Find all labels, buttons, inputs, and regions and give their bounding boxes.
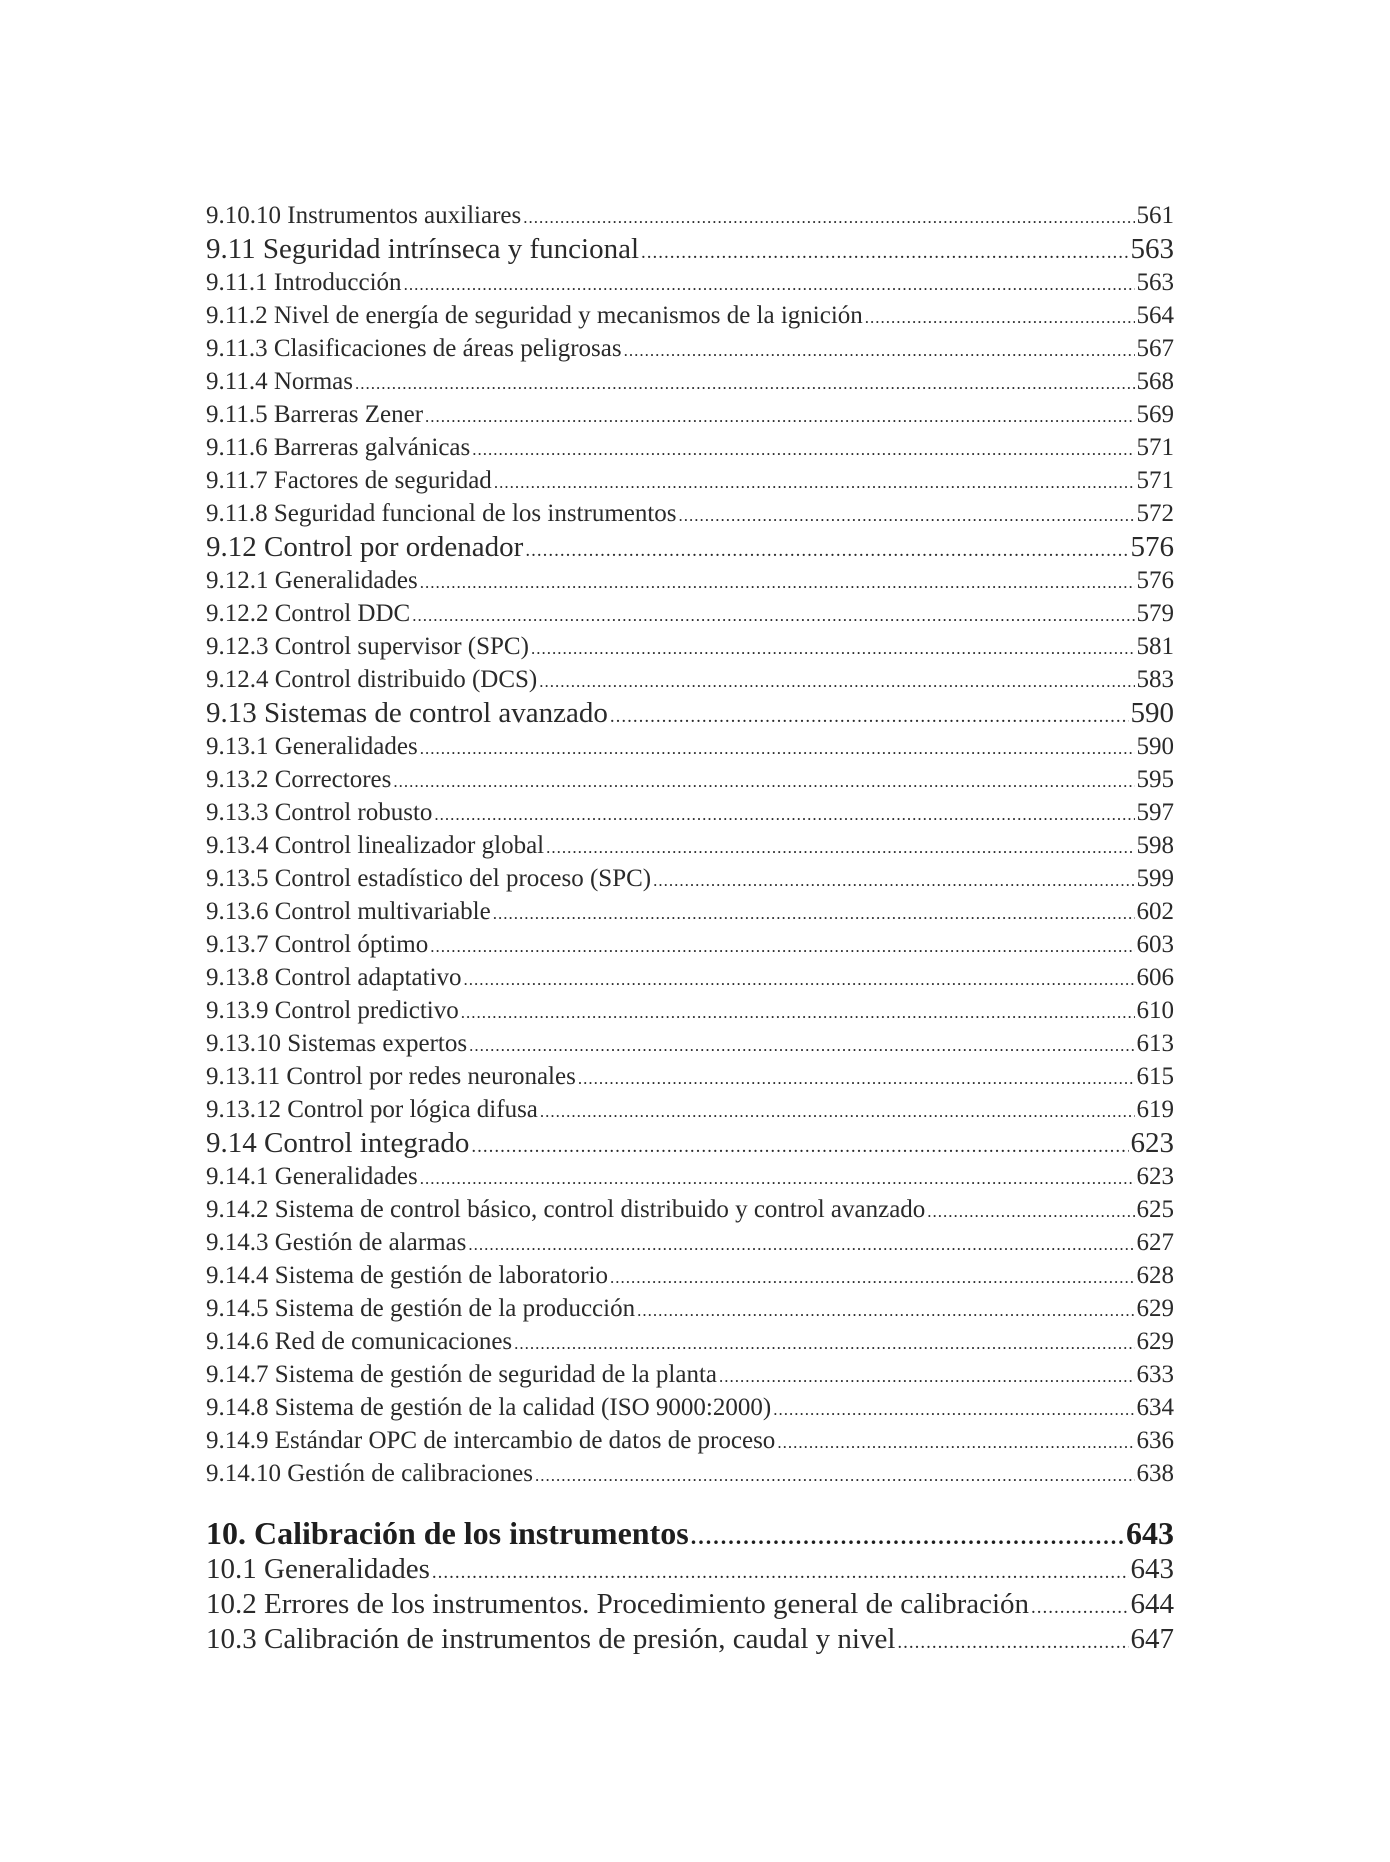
toc-entry-page-number: 563 [1136, 269, 1174, 296]
toc-entry[interactable] [206, 1424, 1174, 1457]
toc-entry-page-number: 619 [1136, 1096, 1174, 1123]
toc-entry[interactable] [206, 1160, 1174, 1193]
toc-entry[interactable] [206, 763, 1174, 796]
toc-entry[interactable] [206, 730, 1174, 763]
toc-entry[interactable] [206, 961, 1174, 994]
toc-entry-title: 9.13.12 Control por lógica difusa [206, 1096, 538, 1123]
toc-entry-title: 9.13.8 Control adaptativo [206, 964, 462, 991]
toc-entry[interactable] [206, 1060, 1174, 1093]
toc-entry-title: 9.10.10 Instrumentos auxiliares [206, 202, 522, 229]
toc-entry[interactable] [206, 564, 1174, 597]
toc-entry[interactable] [206, 365, 1174, 398]
dot-leader [610, 700, 1129, 734]
toc-entry[interactable] [206, 1292, 1174, 1325]
toc-entry-title: 9.14 Control integrado [206, 1127, 470, 1159]
toc-entry-title: 9.11.1 Introducción [206, 269, 402, 296]
dot-leader [464, 963, 1135, 996]
toc-entry[interactable] [206, 895, 1174, 928]
toc-entry[interactable] [206, 696, 1174, 730]
toc-entry-title: 9.14.8 Sistema de gestión de la calidad (ISO 9000:2000) [206, 1394, 772, 1421]
toc-entry-title: 9.13.11 Control por redes neuronales [206, 1063, 576, 1090]
toc-entry-title: 9.14.7 Sistema de gestión de seguridad de la planta [206, 1361, 717, 1388]
toc-entry-page-number: 629 [1136, 1328, 1174, 1355]
toc-entry[interactable] [206, 266, 1174, 299]
toc-entry-page-number: 623 [1136, 1163, 1174, 1190]
toc-entry-page-number: 610 [1136, 997, 1174, 1024]
toc-entry[interactable] [206, 1093, 1174, 1126]
toc-entry-page-number: 590 [1130, 697, 1174, 729]
toc-entry[interactable] [206, 862, 1174, 895]
toc-entry[interactable] [206, 1391, 1174, 1424]
toc-entry-page-number: 571 [1136, 434, 1174, 461]
toc-entry-title: 9.11 Seguridad intrínseca y funcional [206, 233, 640, 265]
toc-entry-page-number: 636 [1136, 1427, 1174, 1454]
toc-entry-page-number: 590 [1136, 733, 1174, 760]
toc-entry-title: 9.14.10 Gestión de calibraciones [206, 1460, 533, 1487]
toc-entry-title: 10.2 Errores de los instrumentos. Procedimiento general de calibración [206, 1588, 1030, 1620]
dot-leader [624, 334, 1135, 367]
dot-leader [777, 1426, 1134, 1459]
toc-entry-page-number: 643 [1130, 1553, 1174, 1585]
dot-leader [420, 566, 1135, 599]
dot-leader [653, 864, 1134, 897]
toc-entry-title: 9.12.2 Control DDC [206, 600, 411, 627]
toc-entry[interactable] [206, 630, 1174, 663]
toc-entry-title: 9.14.6 Red de comunicaciones [206, 1328, 513, 1355]
toc-entry-page-number: 644 [1130, 1588, 1174, 1620]
dot-leader [420, 1162, 1135, 1195]
toc-entry-title: 10.1 Generalidades [206, 1553, 430, 1585]
dot-leader [927, 1195, 1134, 1228]
toc-entry-title: 9.13.2 Correctores [206, 766, 392, 793]
toc-entry-title: 9.14.2 Sistema de control básico, control distribuido y control avanzado [206, 1196, 926, 1223]
dot-leader [404, 268, 1135, 301]
toc-entry[interactable] [206, 829, 1174, 862]
toc-entry-page-number: 597 [1136, 799, 1174, 826]
toc-entry-title: 9.13.6 Control multivariable [206, 898, 491, 925]
toc-entry-page-number: 579 [1136, 600, 1174, 627]
toc-entry-title: 9.13 Sistemas de control avanzado [206, 697, 608, 729]
toc-entry-page-number: 568 [1136, 368, 1174, 395]
toc-entry[interactable] [206, 332, 1174, 365]
toc-entry-title: 9.11.5 Barreras Zener [206, 401, 424, 428]
dot-leader [461, 996, 1135, 1029]
toc-entry-title: 9.14.9 Estándar OPC de intercambio de datos de proceso [206, 1427, 776, 1454]
toc-entry-page-number: 633 [1136, 1361, 1174, 1388]
toc-entry-page-number: 571 [1136, 467, 1174, 494]
toc-entry-page-number: 567 [1136, 335, 1174, 362]
toc-entry-page-number: 581 [1136, 633, 1174, 660]
toc-entry-page-number: 561 [1136, 202, 1174, 229]
dot-leader [420, 732, 1135, 765]
dot-leader [546, 831, 1134, 864]
table-of-contents [206, 199, 1174, 1657]
dot-leader [540, 1095, 1135, 1128]
toc-entry-page-number: 627 [1136, 1229, 1174, 1256]
toc-entry-title: 9.11.7 Factores de seguridad [206, 467, 492, 494]
toc-entry-title: 9.13.9 Control predictivo [206, 997, 459, 1024]
toc-entry-page-number: 583 [1136, 666, 1174, 693]
toc-entry[interactable] [206, 1226, 1174, 1259]
toc-entry-title: 9.11.2 Nivel de energía de seguridad y mecanismos de la ignición [206, 302, 863, 329]
toc-entry-title: 9.14.3 Gestión de alarmas [206, 1229, 467, 1256]
dot-leader [493, 897, 1135, 930]
dot-leader [865, 301, 1135, 334]
toc-entry-title: 9.11.8 Seguridad funcional de los instrumentos [206, 500, 677, 527]
toc-entry-page-number: 563 [1130, 233, 1174, 265]
toc-entry-title: 9.12.4 Control distribuido (DCS) [206, 666, 538, 693]
dot-leader [523, 201, 1134, 234]
dot-leader [531, 632, 1135, 665]
toc-entry[interactable] [206, 1514, 1174, 1552]
dot-leader [425, 400, 1134, 433]
toc-entry[interactable] [206, 796, 1174, 829]
toc-entry[interactable] [206, 398, 1174, 431]
toc-entry[interactable] [206, 1325, 1174, 1358]
toc-entry-title: 9.13.10 Sistemas expertos [206, 1030, 468, 1057]
toc-entry-title: 9.13.3 Control robusto [206, 799, 433, 826]
dot-leader [578, 1062, 1135, 1095]
toc-entry-page-number: 606 [1136, 964, 1174, 991]
dot-leader [434, 798, 1134, 831]
toc-entry-page-number: 602 [1136, 898, 1174, 925]
toc-entry-page-number: 629 [1136, 1295, 1174, 1322]
dot-leader [1031, 1590, 1128, 1625]
toc-entry-title: 9.13.4 Control linealizador global [206, 832, 545, 859]
toc-entry-page-number: 572 [1136, 500, 1174, 527]
dot-leader [432, 1555, 1129, 1590]
dot-leader [897, 1625, 1128, 1660]
toc-entry-page-number: 613 [1136, 1030, 1174, 1057]
toc-entry[interactable] [206, 497, 1174, 530]
dot-leader [525, 534, 1128, 568]
toc-entry-title: 9.14.4 Sistema de gestión de laboratorio [206, 1262, 609, 1289]
toc-entry-page-number: 623 [1130, 1127, 1174, 1159]
toc-entry[interactable] [206, 1358, 1174, 1391]
toc-entry[interactable] [206, 232, 1174, 266]
dot-leader [637, 1294, 1134, 1327]
toc-entry-page-number: 634 [1136, 1394, 1174, 1421]
toc-entry[interactable] [206, 199, 1174, 232]
toc-entry[interactable] [206, 1587, 1174, 1622]
dot-leader [393, 765, 1134, 798]
toc-entry-page-number: 576 [1136, 567, 1174, 594]
toc-entry[interactable] [206, 431, 1174, 464]
dot-leader [355, 367, 1135, 400]
toc-entry[interactable] [206, 663, 1174, 696]
toc-entry[interactable] [206, 1552, 1174, 1587]
dot-leader [641, 236, 1128, 270]
toc-entry-title: 9.13.1 Generalidades [206, 733, 418, 760]
toc-entry-page-number: 638 [1136, 1460, 1174, 1487]
toc-entry-title: 10. Calibración de los instrumentos [206, 1515, 689, 1551]
toc-entry-page-number: 599 [1136, 865, 1174, 892]
dot-leader [468, 1228, 1134, 1261]
dot-leader [610, 1261, 1134, 1294]
dot-leader [691, 1518, 1124, 1556]
toc-entry[interactable] [206, 1193, 1174, 1226]
toc-entry[interactable] [206, 530, 1174, 564]
toc-entry-page-number: 628 [1136, 1262, 1174, 1289]
toc-entry-page-number: 598 [1136, 832, 1174, 859]
toc-entry-title: 9.13.5 Control estadístico del proceso (SPC) [206, 865, 652, 892]
toc-entry-page-number: 569 [1136, 401, 1174, 428]
toc-entry[interactable] [206, 464, 1174, 497]
toc-entry[interactable] [206, 1622, 1174, 1657]
toc-entry-page-number: 603 [1136, 931, 1174, 958]
dot-leader [679, 499, 1135, 532]
dot-leader [773, 1393, 1134, 1426]
toc-entry-page-number: 595 [1136, 766, 1174, 793]
dot-leader [430, 930, 1134, 963]
dot-leader [514, 1327, 1134, 1360]
toc-entry-page-number: 647 [1130, 1623, 1174, 1655]
toc-entry-title: 9.14.1 Generalidades [206, 1163, 418, 1190]
dot-leader [471, 1130, 1128, 1164]
dot-leader [412, 599, 1134, 632]
dot-leader [472, 433, 1134, 466]
toc-entry-page-number: 615 [1136, 1063, 1174, 1090]
toc-entry-title: 9.12 Control por ordenador [206, 531, 524, 563]
toc-entry-title: 9.11.3 Clasificaciones de áreas peligrosas [206, 335, 622, 362]
toc-entry-title: 9.13.7 Control óptimo [206, 931, 429, 958]
toc-entry[interactable] [206, 928, 1174, 961]
dot-leader [494, 466, 1135, 499]
toc-entry-page-number: 625 [1136, 1196, 1174, 1223]
toc-entry-title: 9.12.1 Generalidades [206, 567, 418, 594]
toc-entry[interactable] [206, 1457, 1174, 1490]
toc-entry-title: 9.14.5 Sistema de gestión de la producción [206, 1295, 636, 1322]
toc-entry-title: 9.12.3 Control supervisor (SPC) [206, 633, 529, 660]
toc-entry[interactable] [206, 1126, 1174, 1160]
toc-entry[interactable] [206, 299, 1174, 332]
toc-entry-page-number: 643 [1126, 1515, 1174, 1551]
toc-entry[interactable] [206, 994, 1174, 1027]
toc-entry-title: 10.3 Calibración de instrumentos de presión, caudal y nivel [206, 1623, 896, 1655]
toc-entry[interactable] [206, 1259, 1174, 1292]
dot-leader [719, 1360, 1135, 1393]
dot-leader [535, 1459, 1135, 1492]
toc-entry-title: 9.11.6 Barreras galvánicas [206, 434, 471, 461]
toc-entry-page-number: 564 [1136, 302, 1174, 329]
toc-entry[interactable] [206, 597, 1174, 630]
toc-entry[interactable] [206, 1027, 1174, 1060]
dot-leader [469, 1029, 1134, 1062]
toc-entry-page-number: 576 [1130, 531, 1174, 563]
toc-entry-title: 9.11.4 Normas [206, 368, 353, 395]
dot-leader [539, 665, 1134, 698]
